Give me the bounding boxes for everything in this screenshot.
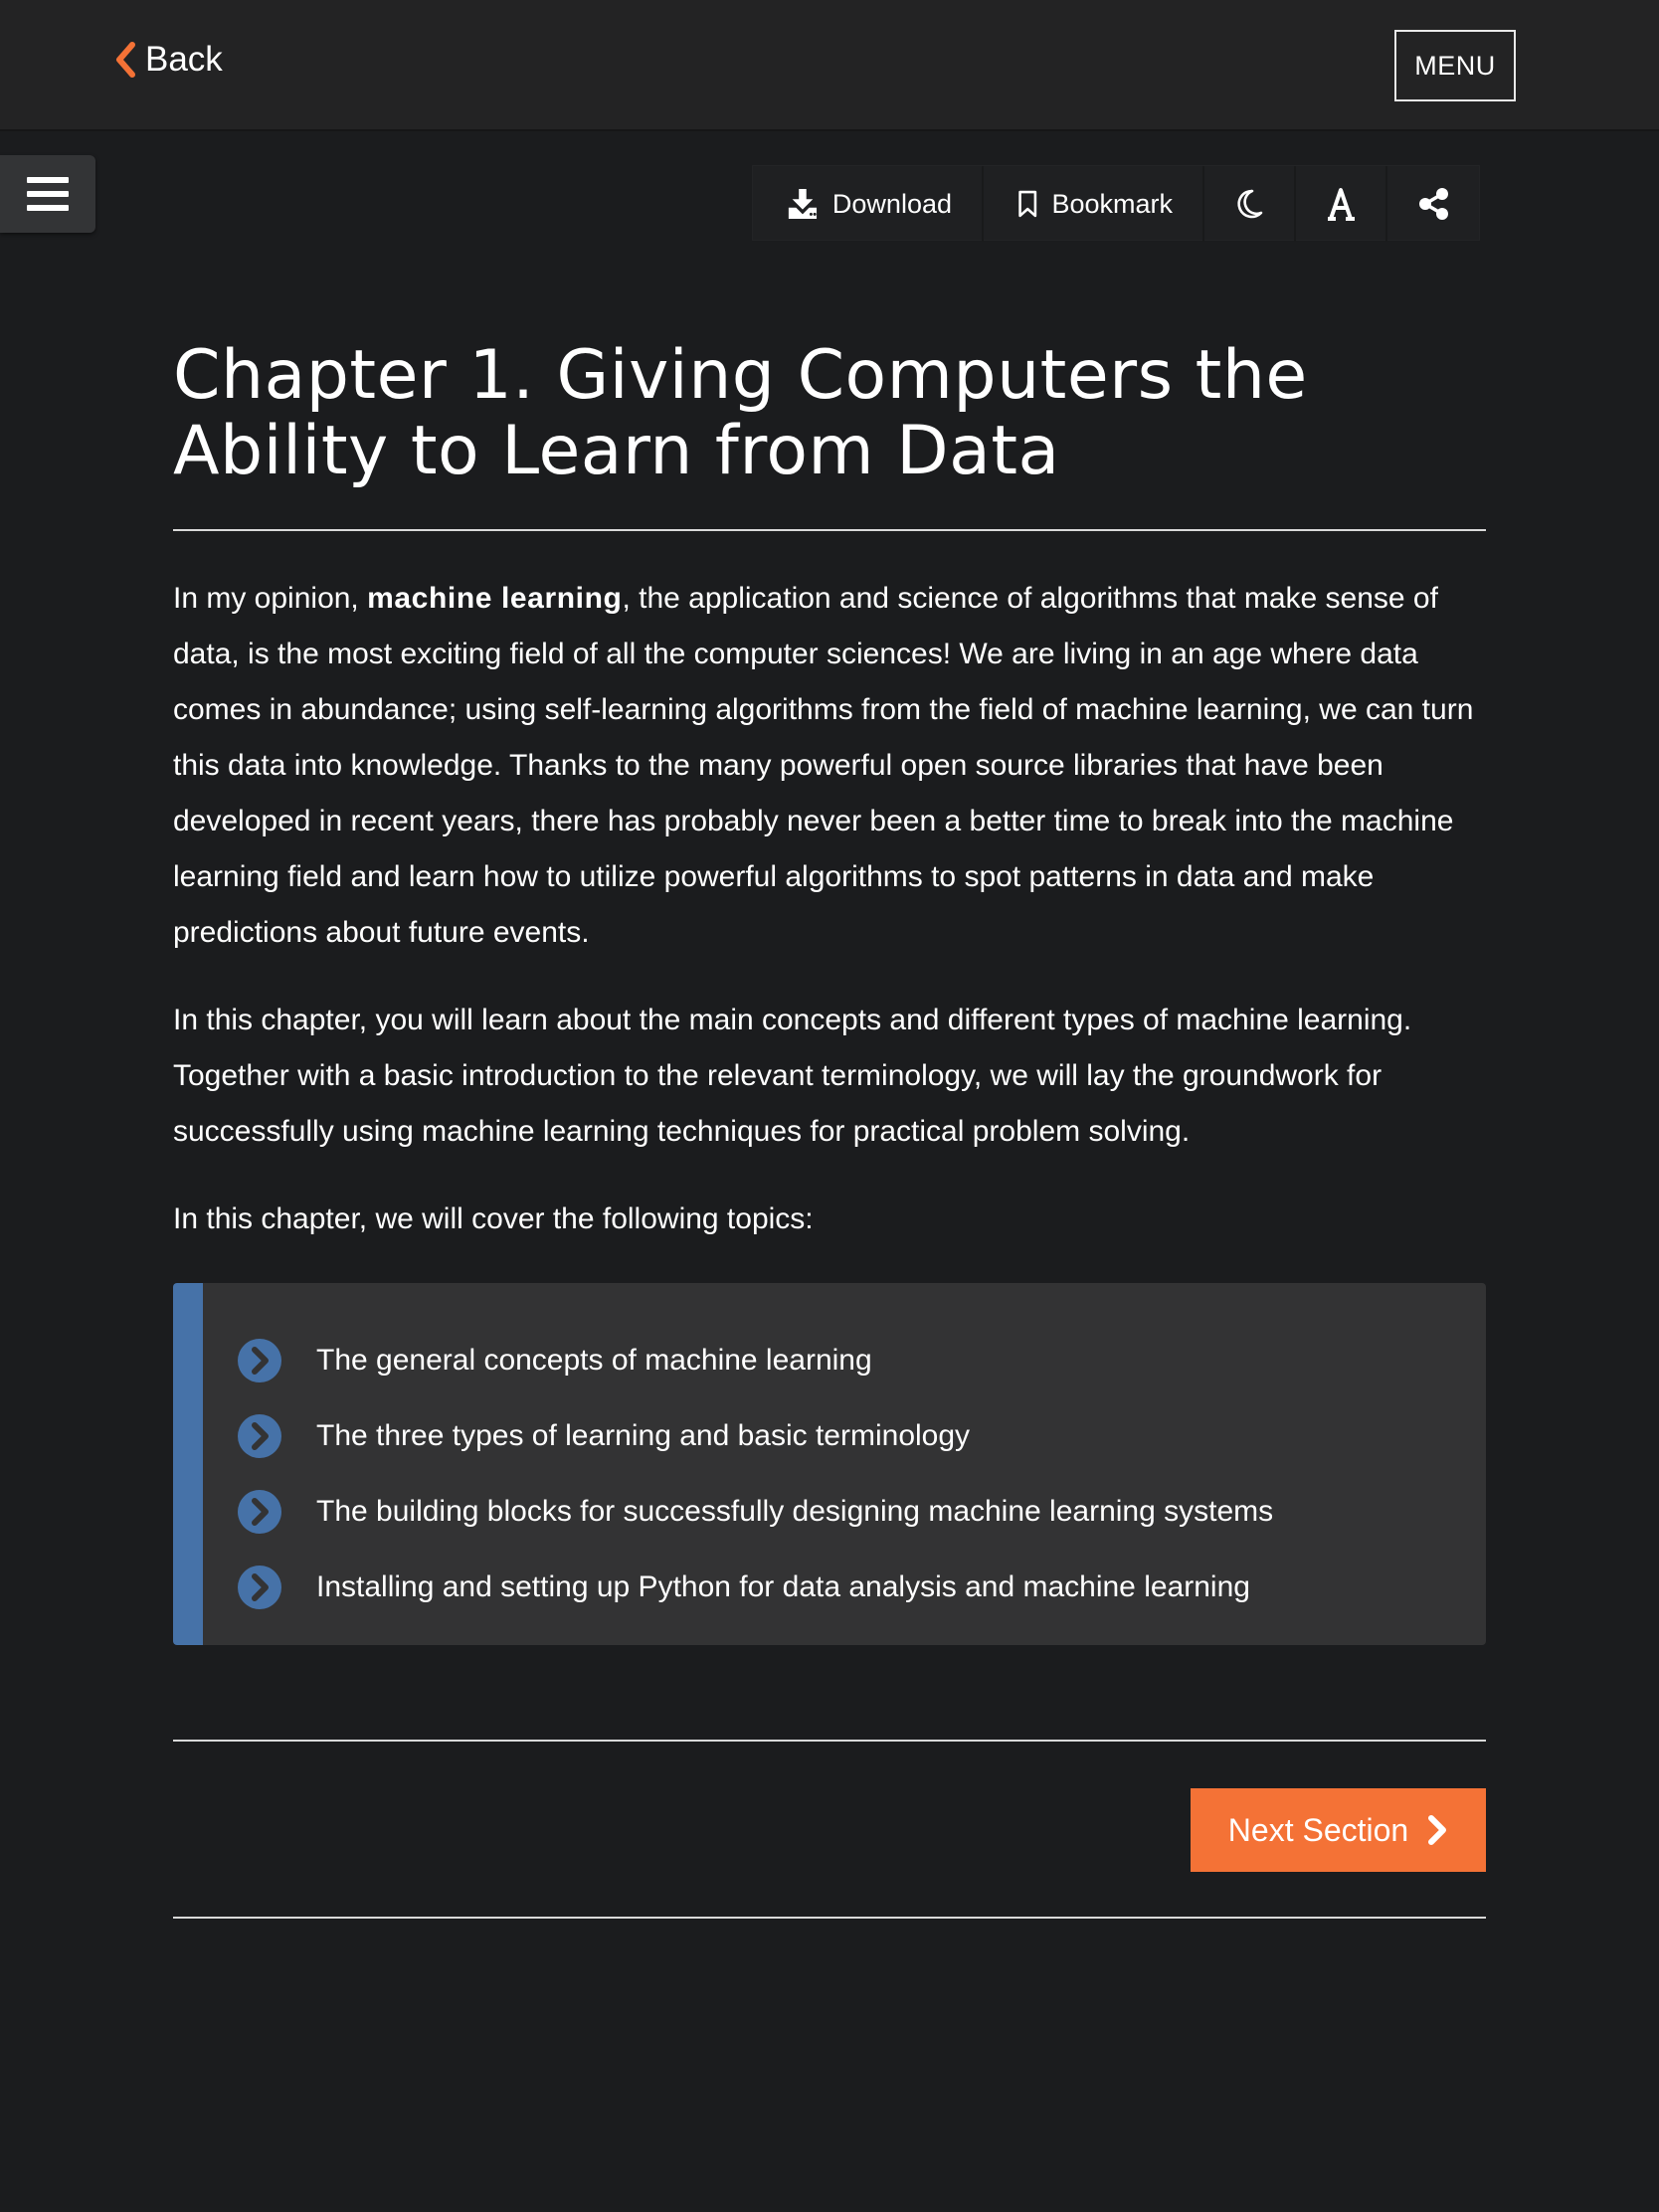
chevron-right-icon (1426, 1814, 1448, 1846)
chevron-circle-right-icon (237, 1565, 282, 1610)
section-divider-bottom (173, 1917, 1486, 1919)
topic-text: The building blocks for successfully designing machine learning systems (316, 1495, 1274, 1528)
chevron-circle-right-icon (237, 1413, 282, 1459)
article-content (173, 338, 1486, 1645)
font-settings-button[interactable] (1296, 166, 1387, 242)
hamburger-icon (27, 177, 69, 211)
chapter-overview-paragraph: In this chapter, you will learn about the main concepts and different types of machine learning. Together with a basic introduction to the relevant terminology, we will lay the groundwork for successfully using machine learning techniques for practical problem solving. (173, 1004, 1412, 1148)
list-item (237, 1398, 1486, 1474)
share-icon (1417, 188, 1449, 220)
chevron-circle-right-icon (237, 1338, 282, 1383)
topic-text: Installing and setting up Python for data analysis and machine learning (316, 1570, 1250, 1603)
section-divider-top (173, 1740, 1486, 1742)
topic-text: The general concepts of machine learning (316, 1344, 872, 1377)
back-label: Back (145, 40, 223, 79)
share-button[interactable] (1387, 166, 1479, 242)
font-icon (1324, 187, 1358, 221)
reader-toolbar (752, 165, 1480, 241)
list-item (237, 1474, 1486, 1550)
list-item (237, 1550, 1486, 1625)
topic-text: The three types of learning and basic terminology (316, 1419, 971, 1452)
intro-text-rest: , the application and science of algorithms that make sense of data, is the most exciting field of all the computer sciences! We are living in an age where data comes in abundance; using self-learning algorithms from the field of machine learning, we can turn this data into knowledge. Thanks to the many powerful open source libraries that have been developed in recent years, there has probably never been a better time to break into the machine learning field and learn how to utilize powerful algorithms to spot patterns in data and make predictions about future events. (173, 582, 1474, 949)
bookmark-icon (1017, 188, 1037, 220)
list-item (237, 1323, 1486, 1398)
bookmark-button[interactable] (984, 166, 1204, 242)
chevron-left-icon (113, 42, 137, 78)
key-term: machine learning (367, 582, 623, 615)
download-button[interactable] (753, 166, 984, 242)
topics-list (173, 1283, 1486, 1645)
intro-text-start: In my opinion, (173, 582, 368, 615)
sidebar-toggle-button[interactable] (0, 155, 95, 233)
intro-paragraph (173, 571, 1486, 961)
chevron-circle-right-icon (237, 1489, 282, 1535)
night-mode-button[interactable] (1204, 166, 1296, 242)
download-label: Download (831, 188, 952, 219)
bookmark-label: Bookmark (1051, 188, 1173, 219)
moon-icon (1234, 188, 1264, 220)
chapter-title: Chapter 1. Giving Computers the Ability to Learn from Data (173, 336, 1308, 490)
download-icon (787, 188, 819, 220)
next-section-button[interactable] (1191, 1788, 1486, 1872)
top-bar (0, 0, 1659, 131)
topics-intro-paragraph: In this chapter, we will cover the following topics: (173, 1202, 814, 1235)
title-divider (173, 529, 1486, 531)
back-link[interactable] (113, 40, 223, 80)
menu-button[interactable]: MENU (1394, 30, 1516, 101)
next-section-label: Next Section (1227, 1811, 1409, 1848)
